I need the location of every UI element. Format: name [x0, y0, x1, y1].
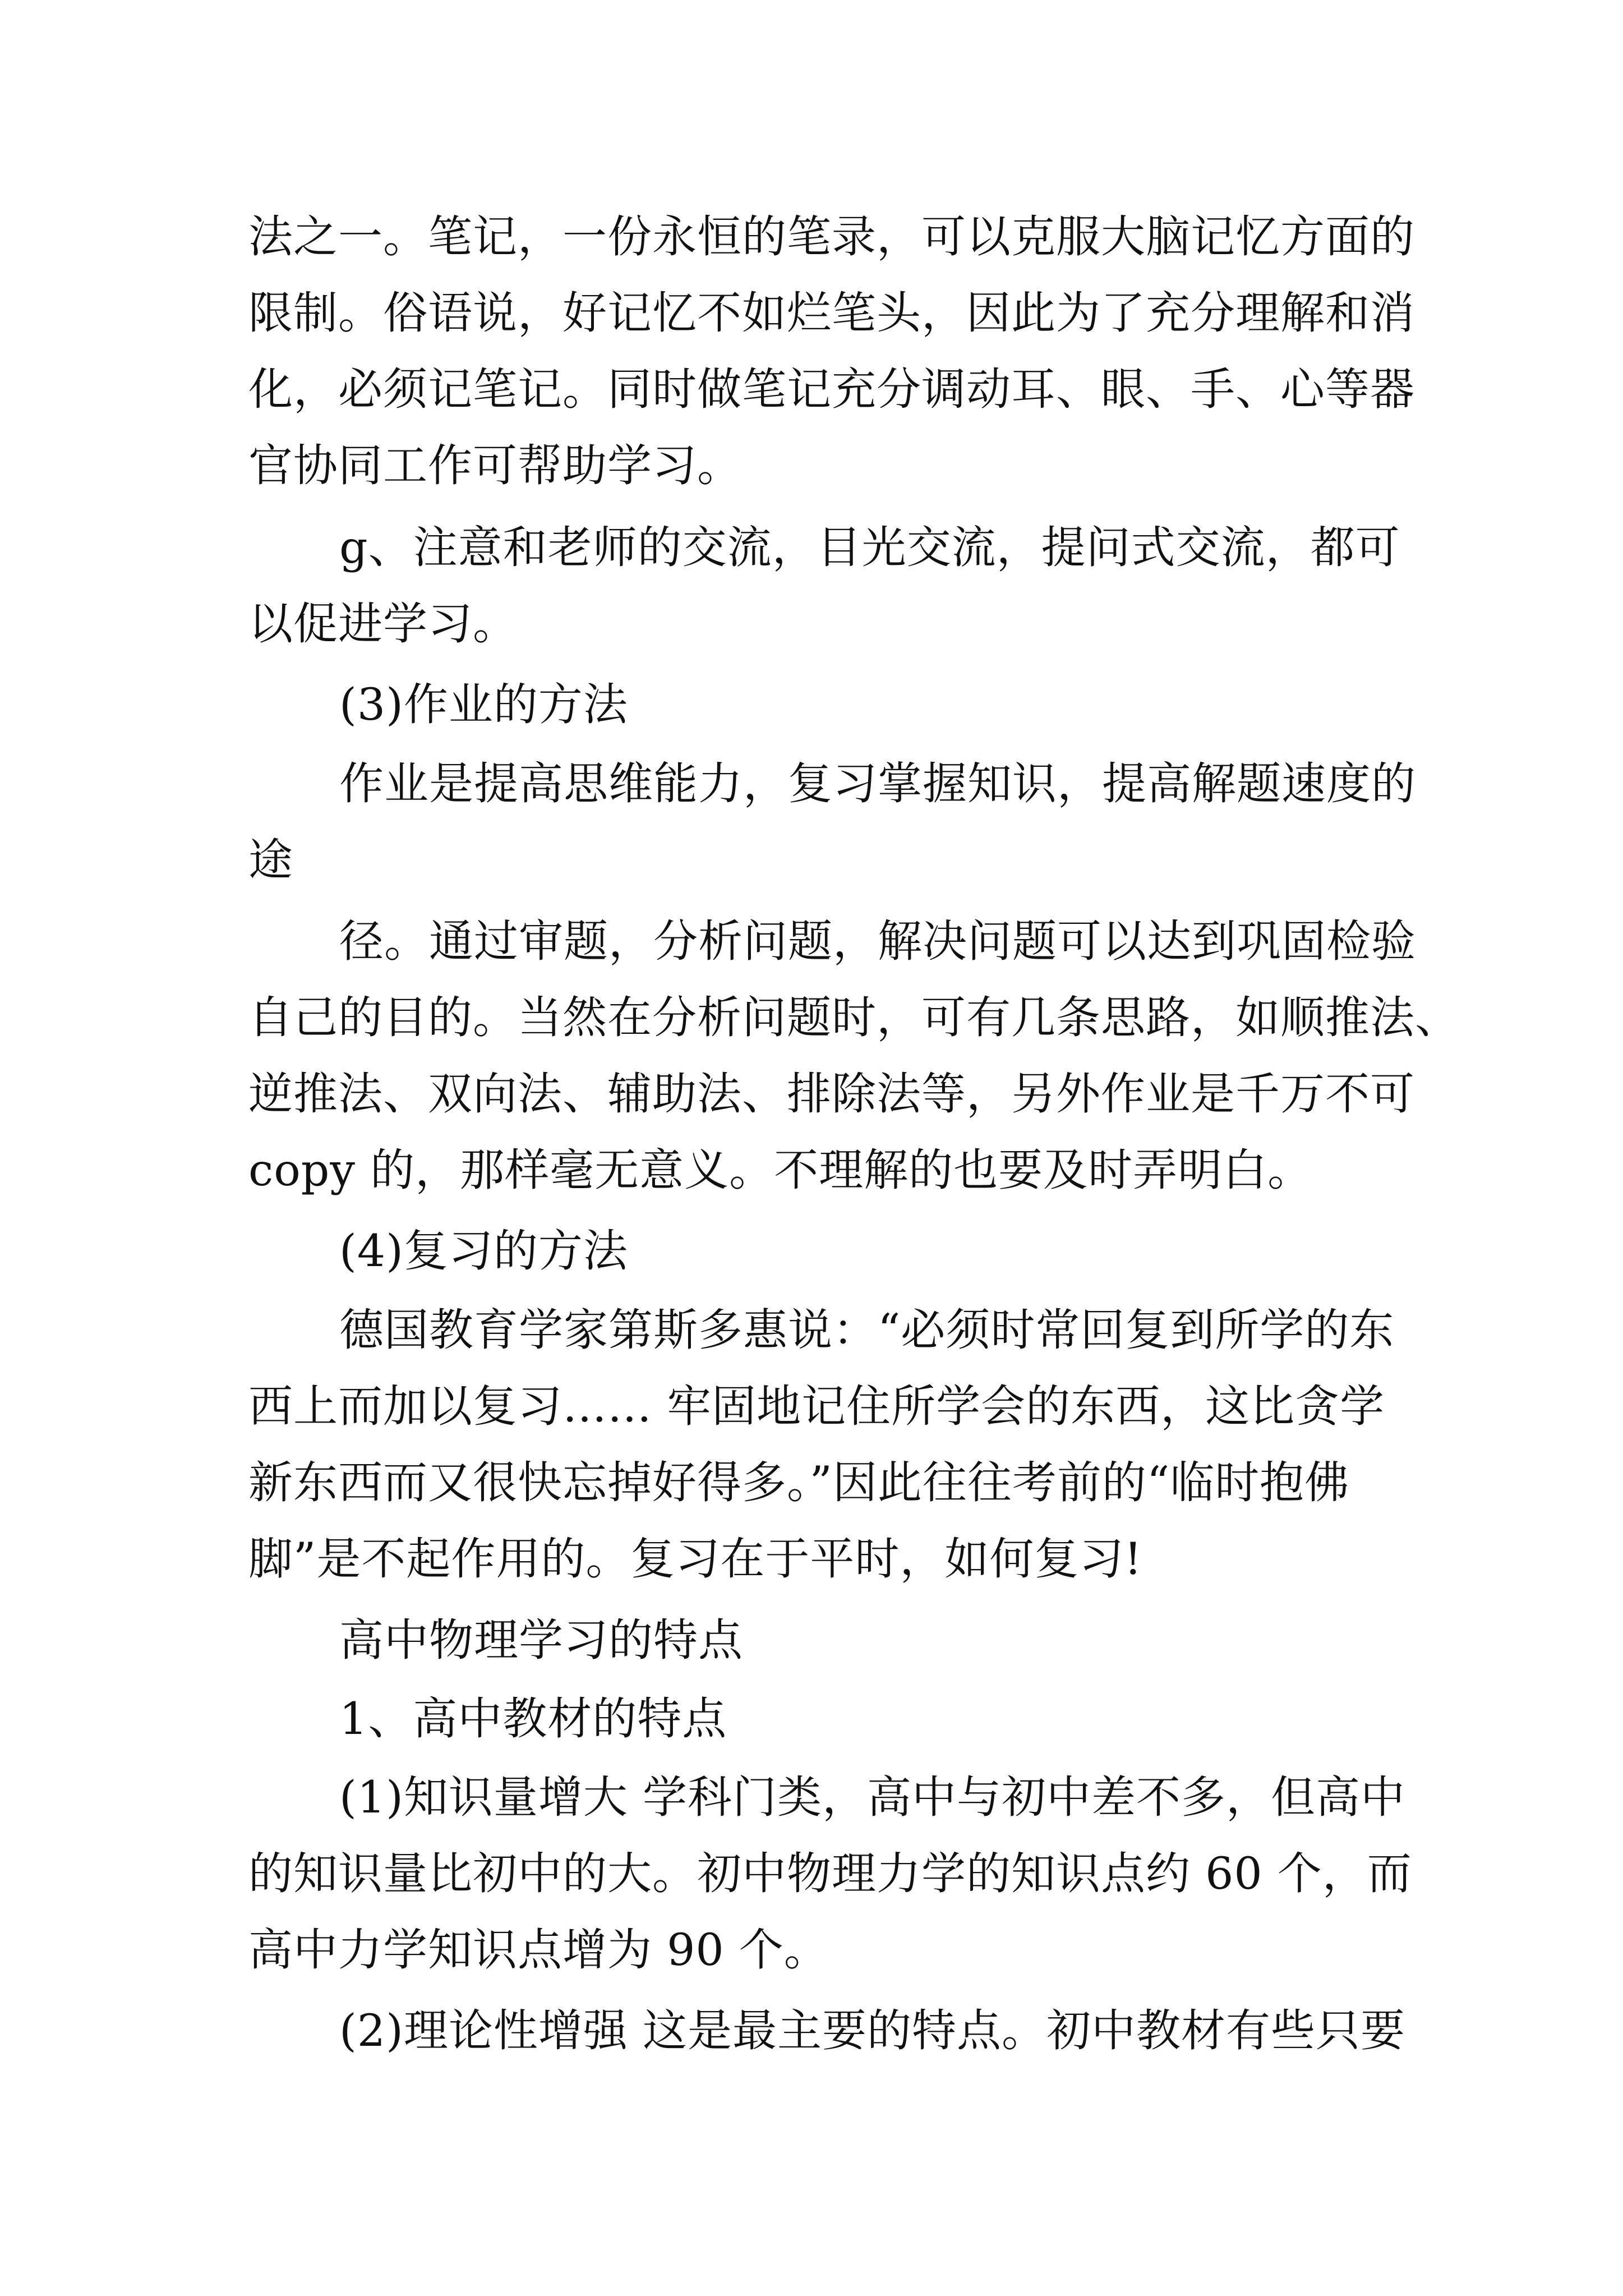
paragraph-line: 限制。俗语说，好记忆不如烂笔头，因此为了充分理解和消 [248, 287, 1415, 339]
section-heading: (4)复习的方法 [339, 1225, 628, 1277]
paragraph-line: 的知识量比初中的大。初中物理力学的知识点约 60 个，而 [248, 1848, 1412, 1899]
paragraph-line: 高中力学知识点增为 90 个。 [248, 1924, 829, 1976]
paragraph-line: 作业是提高思维能力，复习掌握知识，提高解题速度的 [339, 758, 1416, 809]
paragraph-line: copy 的，那样毫无意义。不理解的也要及时弄明白。 [248, 1144, 1313, 1196]
section-heading: 高中物理学习的特点 [339, 1614, 743, 1666]
paragraph-line: 化，必须记笔记。同时做笔记充分调动耳、眼、手、心等器 [248, 364, 1415, 415]
paragraph-line: 新东西而又很快忘掉好得多。”因此往往考前的“临时抱佛 [248, 1457, 1350, 1508]
paragraph-line: 以促进学习。 [248, 598, 518, 650]
paragraph-line: 官协同工作可帮助学习。 [248, 440, 742, 491]
paragraph-line: (2)理论性增强 这是最主要的特点。初中教材有些只要 [339, 2005, 1406, 2056]
paragraph-line: 途 [248, 834, 293, 886]
paragraph-line: 脚”是不起作用的。复习在于平时，如何复习! [248, 1533, 1143, 1585]
paragraph-line: 西上而加以复习…… 牢固地记住所学会的东西，这比贪学 [248, 1381, 1385, 1432]
paragraph-line: 德国教育学家第斯多惠说：“必须时常回复到所学的东 [339, 1304, 1395, 1356]
paragraph-line: (1)知识量增大 学科门类，高中与初中差不多，但高中 [339, 1772, 1406, 1823]
paragraph-line: 法之一。笔记，一份永恒的笔录，可以克服大脑记忆方面的 [248, 211, 1415, 263]
section-heading: (3)作业的方法 [339, 679, 628, 730]
section-heading: 1、高中教材的特点 [339, 1693, 727, 1745]
paragraph-line: 自己的目的。当然在分析问题时，可有几条思路，如顺推法、 [248, 992, 1460, 1043]
paragraph-line: 径。通过审题，分析问题，解决问题可以达到巩固检验 [339, 915, 1416, 967]
paragraph-line: 逆推法、双向法、辅助法、排除法等，另外作业是千万不可 [248, 1068, 1415, 1120]
paragraph-line: g、注意和老师的交流，目光交流，提问式交流，都可 [339, 522, 1400, 573]
